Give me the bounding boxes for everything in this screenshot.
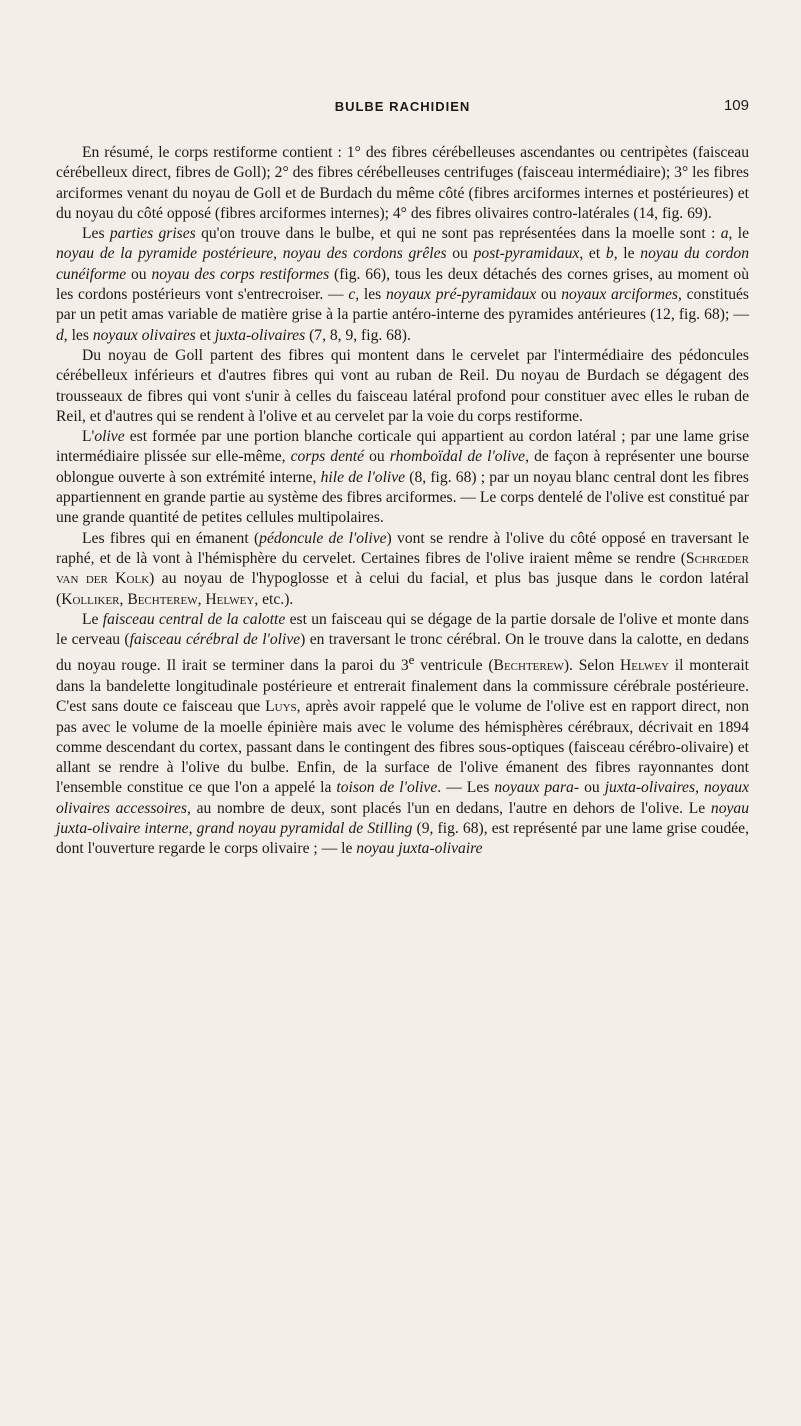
page-header bbox=[56, 99, 749, 139]
paragraph-fibres-olive: Les fibres qui en émanent (pédoncule de l'olive) vont se rendre à l'olive du côté opposé en traversant le raphé, et de là vont à l'hémisphère du cervelet. Certaines fibres de l'olive iraient même se rendre (Schrœder van der Kolk) au noyau de l'hypoglosse et à celui du facial, et plus bas jusque dans le cordon latéral (Kolliker, Bechterew, Helwey, etc.). bbox=[56, 529, 749, 608]
paragraph-resume: En résumé, le corps restiforme contient : 1° des fibres cérébelleuses ascendantes ou centripètes (faisceau cérébelleux direct, fibres de Goll); 2° des fibres cérébelleuses centrifuges (faisceau intermédiaire); 3° les fibres arciformes venant du noyau de Goll et de Burdach du même côté (fibres arciformes internes et postérieures) et du noyau du côté opposé (fibres arciformes internes); 4° des fibres olivaires contro-latérales (14, fig. 69). bbox=[56, 144, 749, 222]
page-number: 109 bbox=[723, 97, 749, 114]
paragraph-olive: L'olive est formée par une portion blanche corticale qui appartient au cordon latéral ; par une lame grise intermédiaire plissée sur elle-même, corps denté ou rhomboïdal de l'olive, de façon à représenter une bourse oblongue ouverte à son extrémité interne, hile de l'olive (8, fig. 68) ; par un noyau blanc central dont les fibres appartiennent en grande partie au système des fibres arciformes. — Le corps dentelé de l'olive est constitué par une grande quantité de petites cellules multipolaires. bbox=[56, 428, 750, 527]
paragraph-faisceau-central: Le faisceau central de la calotte est un faisceau qui se dégage de la partie dorsale de l'olive et monte dans le cerveau (faisceau cérébral de l'olive) en traversant le tronc cérébral. On le trouve dans la calotte, en dedans du noyau rouge. Il irait se terminer dans la paroi du 3e ventricule (Bechterew). Selon Helwey il monterait dans la bandelette longitudinale postérieure et entrerait finalement dans la commissure cérébrale postérieure. C'est sans doute ce faisceau que Luys, après avoir rappelé que le volume de l'olive est en rapport direct, non pas avec le volume de la moelle épinière mais avec le volume des hémisphères cérébraux, décrivait en 1894 comme descendant du cortex, passant dans le contingent des fibres sous-optiques (faisceau cérébro-olivaire) et allant se rendre à l'olive du bulbe. Enfin, de la surface de l'olive émanent des fibres rayonnantes dont l'ensemble constitue ce que l'on a appelé la toison de l'olive. — Les noyaux para- ou juxta-olivaires, noyaux olivaires accessoires, au nombre de deux, sont placés l'un en dedans, l'autre en dehors de l'olive. Le noyau juxta-olivaire interne, grand noyau pyramidal de Stilling (9, fig. 68), est représenté par une lame grise coudée, dont l'ouverture regarde le corps olivaire ; — le noyau juxta-olivaire bbox=[56, 610, 750, 858]
paragraph-noyau-goll: Du noyau de Goll partent des fibres qui montent dans le cervelet par l'intermédiaire des pédoncules cérébelleux inférieurs et d'autres fibres qui vont au ruban de Reil. Du noyau de Burdach se dégagent des trousseaux de fibres qui vont s'unir à celles du faisceau latéral profond pour constituer avec elles le ruban de Reil, et d'autres qui se rendent à l'olive et au cervelet par la voie du corps restiforme. bbox=[56, 346, 749, 425]
paragraph-parties-grises: Les parties grises qu'on trouve dans le bulbe, et qui ne sont pas représentées dans la moelle sont : a, le noyau de la pyramide postérieure, noyau des cordons grêles ou post-pyramidaux, et b, le noyau du cordon cunéiforme ou noyau des corps restiformes (fig. 66), tous les deux détachés des cornes grises, au moment où les cordons postérieurs vont s'entrecroiser. — c, les noyaux pré-pyramidaux ou noyaux arciformes, constitués par un petit amas variable de matière grise à la partie antéro-interne des pyramides antérieures (12, fig. 68); — d, les noyaux olivaires et juxta-olivaires (7, 8, 9, fig. 68). bbox=[56, 225, 750, 344]
book-page bbox=[0, 99, 801, 1426]
running-head: BULBE RACHIDIEN bbox=[334, 99, 471, 114]
body-text bbox=[56, 143, 749, 860]
